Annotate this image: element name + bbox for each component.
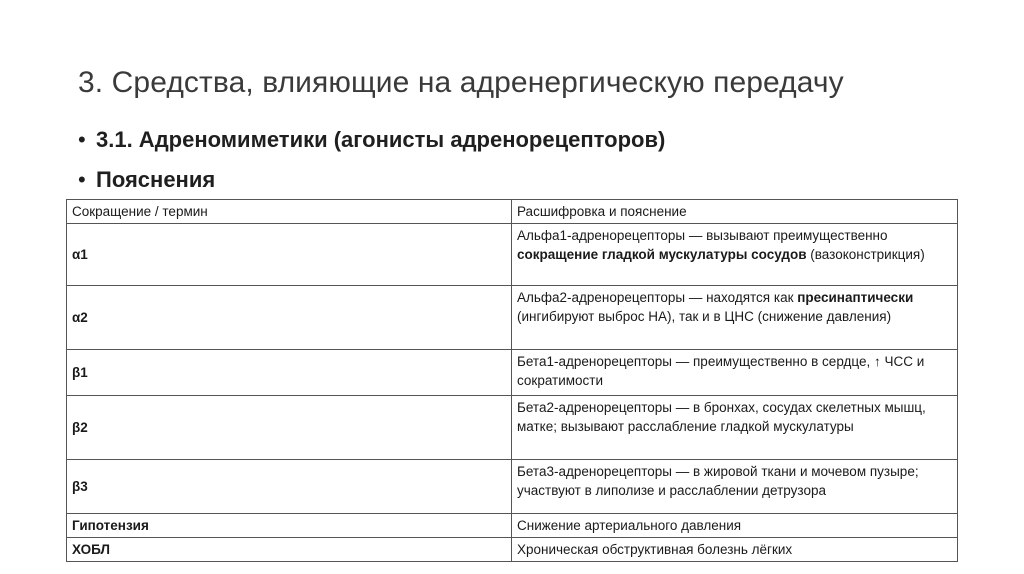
description-text-end: (ингибируют выброс НА), так и в ЦНС (снижение давления) (517, 309, 892, 324)
bullet-explanations: • Пояснения (78, 160, 665, 200)
slide-title: 3. Средства, влияющие на адренергическую передачу (78, 66, 844, 99)
bullet-list (78, 120, 665, 200)
term-cell: α1 (67, 224, 512, 286)
description-text: Снижение артериального давления (517, 518, 742, 533)
description-text: Альфа2-адренорецепторы — находятся как (517, 290, 798, 305)
description-cell (512, 460, 958, 514)
table-row (67, 350, 958, 396)
description-text: Бета2-адренорецепторы — в бронхах, сосудах скелетных мышц, матке; вызывают расслабление гладкой мускулатуры (517, 400, 926, 434)
table-row (67, 538, 958, 562)
term-cell: β1 (67, 350, 512, 396)
term-cell: Гипотензия (67, 514, 512, 538)
description-cell (512, 396, 958, 460)
header-term: Сокращение / термин (67, 200, 512, 224)
explanations-table (66, 199, 958, 562)
description-text: Бета1-адренорецепторы — преимущественно в сердце, ↑ ЧСС и сократимости (517, 354, 925, 388)
table-header-row (67, 200, 958, 224)
description-cell (512, 514, 958, 538)
header-description: Расшифровка и пояснение (512, 200, 958, 224)
table-row (67, 224, 958, 286)
term-cell: β2 (67, 396, 512, 460)
description-highlight: сокращение гладкой мускулатуры сосудов (517, 247, 807, 262)
description-cell (512, 224, 958, 286)
term-cell: α2 (67, 286, 512, 350)
term-cell: β3 (67, 460, 512, 514)
description-cell (512, 286, 958, 350)
description-text: Бета3-адренорецепторы — в жировой ткани и мочевом пузыре; участвуют в липолизе и расслаблении детрузора (517, 464, 919, 498)
description-cell (512, 538, 958, 562)
table-row (67, 460, 958, 514)
description-text: Хроническая обструктивная болезнь лёгких (517, 542, 793, 557)
bullet-adrenomimetics: • 3.1. Адреномиметики (агонисты адренорецепторов) (78, 120, 665, 160)
term-cell: ХОБЛ (67, 538, 512, 562)
description-text: Альфа1-адренорецепторы — вызывают преимущественно (517, 228, 888, 243)
table-row (67, 396, 958, 460)
description-cell (512, 350, 958, 396)
description-highlight: пресинаптически (797, 290, 914, 305)
table-row (67, 514, 958, 538)
description-text-end: (вазоконстрикция) (806, 247, 925, 262)
table-row (67, 286, 958, 350)
